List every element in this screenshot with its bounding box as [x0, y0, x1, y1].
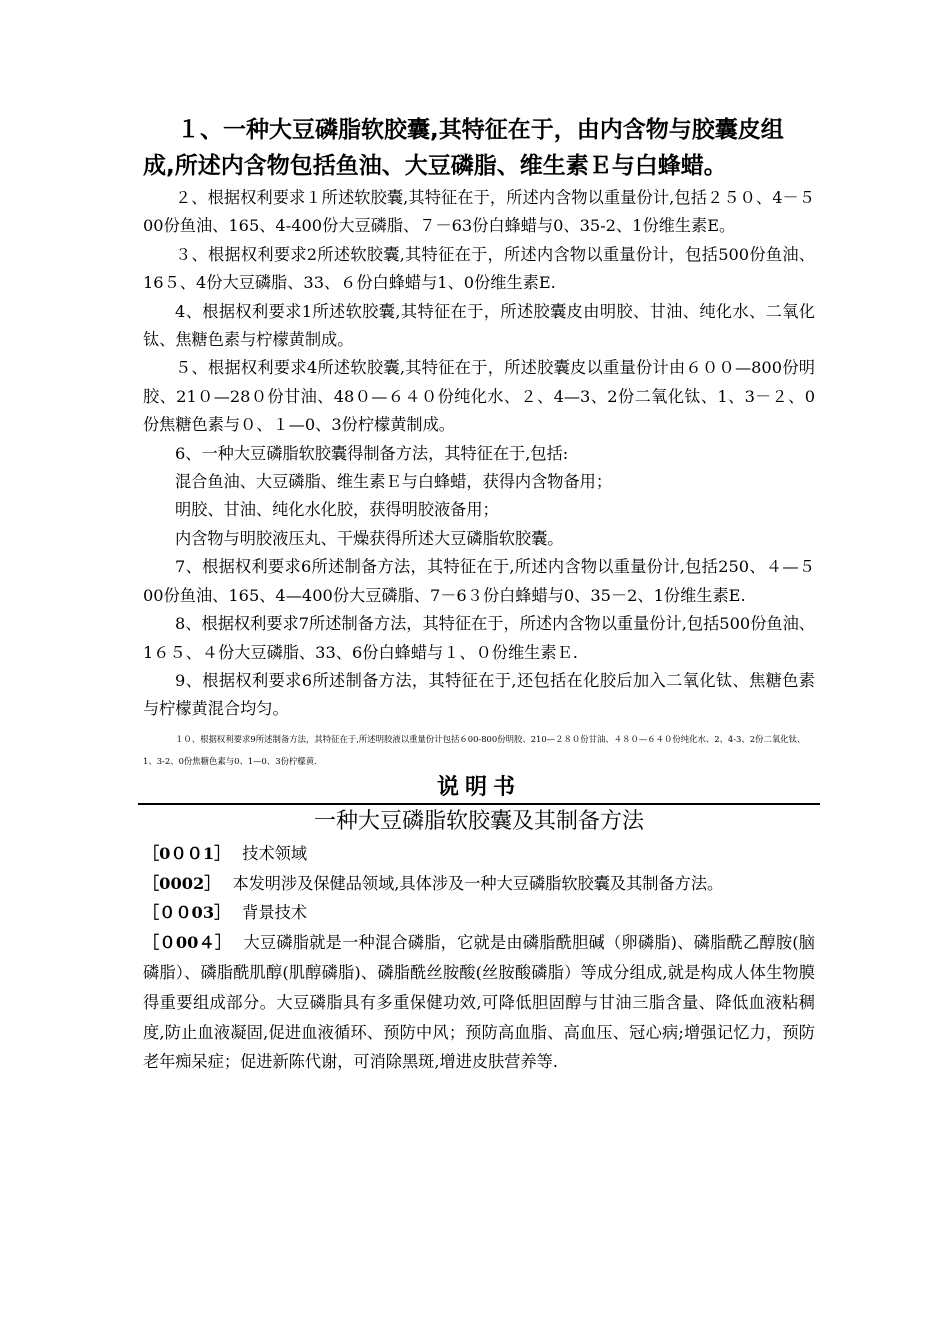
spec-paragraph [143, 869, 815, 899]
paragraph-text: 本发明涉及保健品领域,具体涉及一种大豆磷脂软胶囊及其制备方法。 [232, 873, 724, 893]
claim-9: 9、根据权利要求6所述制备方法，其特征在于,还包括在化胶后加入二氧化钛、焦糖色素与柠檬黄混合均匀。 [143, 670, 815, 719]
claim-1: １、一种大豆磷脂软胶囊,其特征在于，由内含物与胶囊皮组成,所述内含物包括鱼油、大豆磷脂、维生素Ｅ与白蜂蜡。 [143, 117, 784, 179]
claim-6-step-3: 内含物与明胶液压丸、干燥获得所述大豆磷脂软胶囊。 [175, 528, 564, 548]
claim-10: １０、根据权利要求9所述制备方法，其特征在于,所述明胶液以重量份计包括６00-800份明胶、210—２８０份甘油、４８０—６４０份纯化水、2、4-3、2份二氧化钛、1、3-2、0份焦糖色素与0、1—0、3份柠檬黄. [143, 733, 806, 766]
spec-paragraph [143, 898, 815, 928]
paragraph-number: ［００03］ [143, 903, 231, 923]
paragraph-number: ［0002］ [143, 873, 221, 893]
spec-paragraph [143, 928, 815, 1077]
claim-6-step-1: 混合鱼油、大豆磷脂、维生素Ｅ与白蜂蜡，获得内含物备用； [175, 472, 613, 492]
claim-7: 7、根据权利要求6所述制备方法，其特征在于,所述内含物以重量份计,包括250、４—５00份鱼油、165、4—400份大豆磷脂、7－6３份白蜂蜡与0、35－2、1份维生素E. [143, 557, 815, 605]
claim-4: 4、根据权利要求1所述软胶囊,其特征在于，所述胶囊皮由明胶、甘油、纯化水、二氧化钛、焦糖色素与柠檬黄制成。 [143, 301, 815, 350]
claim-6-step-2: 明胶、甘油、纯化水化胶，获得明胶液备用； [175, 500, 499, 520]
claim-3: ３、根据权利要求2所述软胶囊,其特征在于，所述内含物以重量份计，包括500份鱼油、16５、4份大豆磷脂、33、６份白蜂蜡与1、0份维生素E. [143, 244, 815, 293]
paragraph-number: ［0００1］ [143, 843, 231, 863]
spec-heading: 说明书 [436, 774, 521, 800]
paragraph-text: 技术领域 [242, 843, 308, 863]
paragraph-text: 大豆磷脂就是一种混合磷脂，它就是由磷脂酰胆碱（卵磷脂)、磷脂酰乙醇胺(脑磷脂）、磷脂酰肌醇(肌醇磷脂)、磷脂酰丝胺酸(丝胺酸磷脂）等成分组成,就是构成人体生物膜得重要组成部分。大豆磷脂具有多重保健功效,可降低胆固醇与甘油三脂含量、降低血液粘稠度,防止血液凝固,促进血液循环、预防中风；预防高血脂、高血压、冠心病;增强记忆力，预防老年痴呆症；促进新陈代谢，可消除黑斑,增进皮肤营养等. [143, 933, 815, 1072]
spec-paragraph [143, 839, 815, 869]
paragraph-number: ［０00４］ [143, 933, 232, 953]
spec-title: 一种大豆磷脂软胶囊及其制备方法 [313, 808, 644, 834]
claim-5: ５、根据权利要求4所述软胶囊,其特征在于，所述胶囊皮以重量份计由６００—800份明胶、21０—28０份甘油、48０—６４０份纯化水、２、4—3、2份二氧化钛、1、3－２、0份焦糖色素与０、１—0、3份柠檬黄制成。 [143, 358, 815, 435]
paragraph-text: 背景技术 [242, 903, 308, 923]
document-page [143, 112, 815, 1077]
claim-8: 8、根据权利要求7所述制备方法，其特征在于，所述内含物以重量份计,包括500份鱼油、1６５、４份大豆磷脂、33、6份白蜂蜡与１、０份维生素Ｅ. [143, 614, 815, 662]
claim-2: ２、根据权利要求１所述软胶囊,其特征在于，所述内含物以重量份计,包括２５０、4－５00份鱼油、165、4-400份大豆磷脂、７－63份白蜂蜡与0、35-2、1份维生素E。 [143, 188, 815, 236]
claim-6: 6、一种大豆磷脂软胶囊得制备方法，其特征在于,包括: [175, 443, 569, 463]
